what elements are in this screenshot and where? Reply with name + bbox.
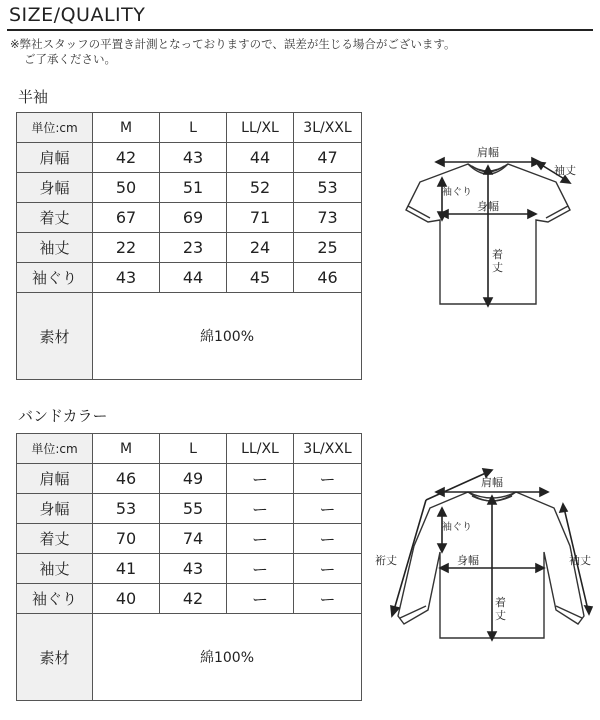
size-header: LL/XL	[227, 434, 294, 464]
table-cell: 42	[160, 584, 227, 614]
row-label: 着丈	[17, 203, 93, 233]
table-row	[17, 143, 362, 173]
size-header: 3L/XXL	[294, 434, 362, 464]
table-cell: 74	[160, 524, 227, 554]
table-row	[17, 203, 362, 233]
table-cell: 45	[227, 263, 294, 293]
label-body-width: 身幅	[477, 200, 499, 213]
label-armhole: 袖ぐり	[442, 187, 472, 198]
material-row	[17, 293, 362, 380]
table-cell: ー	[294, 524, 362, 554]
table-cell: 52	[227, 173, 294, 203]
note-line-1: ※弊社スタッフの平置き計測となっておりますので、誤差が生じる場合がございます。	[10, 37, 456, 51]
label-length-bottom: 丈	[495, 609, 506, 622]
row-label: 着丈	[17, 524, 93, 554]
row-label: 袖丈	[17, 554, 93, 584]
label-sleeve: 袖丈	[554, 164, 576, 177]
table-cell: 46	[294, 263, 362, 293]
table-cell: ー	[294, 554, 362, 584]
label-shoulder: 肩幅	[481, 476, 503, 489]
table-cell: ー	[227, 554, 294, 584]
table-cell: ー	[294, 464, 362, 494]
table-cell: ー	[227, 464, 294, 494]
table-header-row	[17, 113, 362, 143]
size-header: LL/XL	[227, 113, 294, 143]
label-length-top: 着	[495, 596, 506, 609]
table-cell: 43	[160, 143, 227, 173]
label-shoulder: 肩幅	[477, 146, 499, 159]
label-sleeve: 袖丈	[569, 554, 591, 567]
page-title: SIZE/QUALITY	[9, 4, 146, 26]
band-collar-shirt-diagram	[368, 460, 596, 650]
table-cell: 67	[93, 203, 160, 233]
label-body-width: 身幅	[457, 554, 479, 567]
table-cell: 43	[93, 263, 160, 293]
material-label: 素材	[17, 293, 93, 380]
row-label: 袖ぐり	[17, 263, 93, 293]
table-row	[17, 524, 362, 554]
size-header: M	[93, 434, 160, 464]
material-label: 素材	[17, 614, 93, 701]
table-cell: 24	[227, 233, 294, 263]
table-cell: ー	[294, 494, 362, 524]
row-label: 肩幅	[17, 464, 93, 494]
table-cell: 40	[93, 584, 160, 614]
table-cell: 42	[93, 143, 160, 173]
row-label: 身幅	[17, 494, 93, 524]
table-cell: 47	[294, 143, 362, 173]
table-cell: 69	[160, 203, 227, 233]
table-cell: 51	[160, 173, 227, 203]
section-title-short-sleeve: 半袖	[18, 88, 49, 106]
table-cell: ー	[227, 494, 294, 524]
table-cell: 44	[227, 143, 294, 173]
note-line-2: ご了承ください。	[24, 52, 116, 66]
table-cell: ー	[294, 584, 362, 614]
table-cell: 53	[93, 494, 160, 524]
unit-label: 単位:cm	[17, 434, 93, 464]
size-header: L	[160, 434, 227, 464]
table-row	[17, 494, 362, 524]
label-yuki: 裄丈	[375, 554, 397, 567]
table-header-row	[17, 434, 362, 464]
table-row	[17, 554, 362, 584]
table-row	[17, 233, 362, 263]
table-cell: 73	[294, 203, 362, 233]
label-length-bottom: 丈	[492, 261, 503, 274]
section-title-band-collar: バンドカラー	[18, 407, 108, 425]
table-cell: 49	[160, 464, 227, 494]
row-label: 袖丈	[17, 233, 93, 263]
material-row	[17, 614, 362, 701]
row-label: 身幅	[17, 173, 93, 203]
material-value: 綿100%	[93, 293, 362, 380]
row-label: 肩幅	[17, 143, 93, 173]
table-cell: 46	[93, 464, 160, 494]
size-table-band-collar	[16, 433, 362, 701]
table-row	[17, 173, 362, 203]
measurement-note	[10, 37, 455, 67]
table-cell: 71	[227, 203, 294, 233]
label-armhole: 袖ぐり	[442, 522, 472, 533]
table-cell: 43	[160, 554, 227, 584]
material-value: 綿100%	[93, 614, 362, 701]
unit-label: 単位:cm	[17, 113, 93, 143]
size-header: 3L/XXL	[294, 113, 362, 143]
title-divider	[7, 29, 593, 31]
short-sleeve-tshirt-diagram	[390, 140, 590, 320]
table-cell: 53	[294, 173, 362, 203]
size-table-short-sleeve	[16, 112, 362, 380]
table-row	[17, 464, 362, 494]
table-cell: 25	[294, 233, 362, 263]
table-cell: 41	[93, 554, 160, 584]
table-cell: 23	[160, 233, 227, 263]
row-label: 袖ぐり	[17, 584, 93, 614]
table-row	[17, 584, 362, 614]
table-cell: 50	[93, 173, 160, 203]
size-header: M	[93, 113, 160, 143]
table-row	[17, 263, 362, 293]
size-header: L	[160, 113, 227, 143]
table-cell: ー	[227, 524, 294, 554]
table-cell: ー	[227, 584, 294, 614]
table-cell: 70	[93, 524, 160, 554]
label-length-top: 着	[492, 248, 503, 261]
table-cell: 22	[93, 233, 160, 263]
table-cell: 55	[160, 494, 227, 524]
table-cell: 44	[160, 263, 227, 293]
